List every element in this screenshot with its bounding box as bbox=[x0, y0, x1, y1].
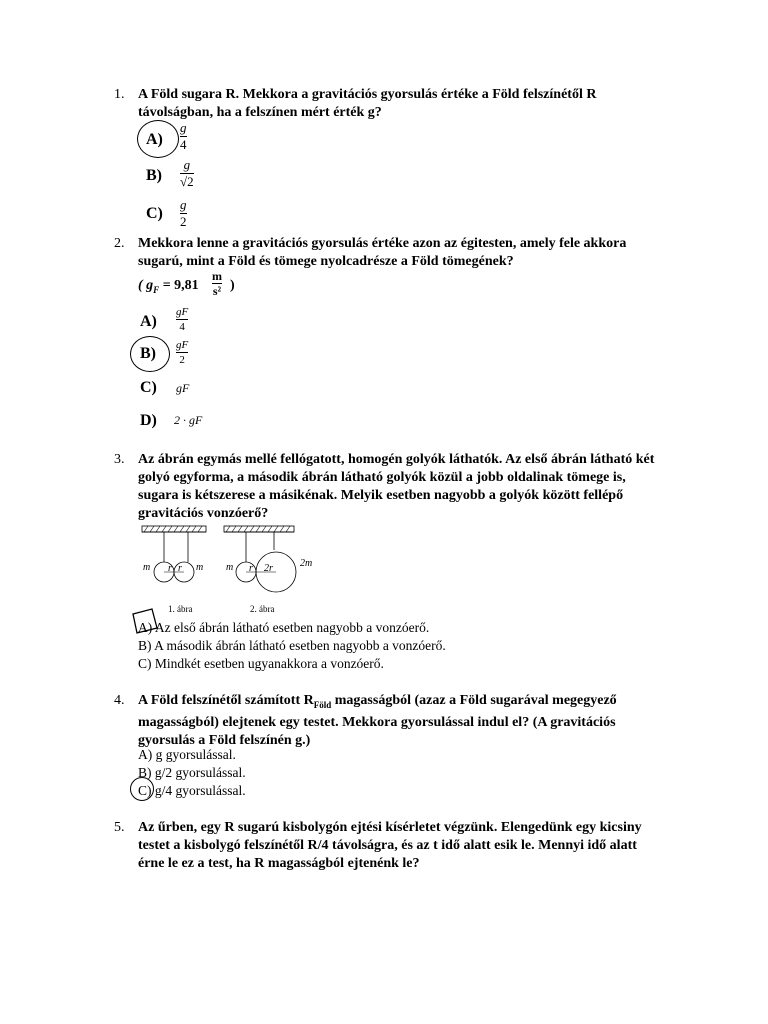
option-value: gF bbox=[176, 381, 190, 395]
question-text: A Föld sugara R. Mekkora a gravitációs gyorsulás értéke a Föld felszínétől R távolságban, ha a felszínen mért érték g? bbox=[138, 87, 597, 120]
numerator: gF bbox=[176, 306, 189, 318]
numerator: g bbox=[180, 197, 187, 212]
mass-label: 2m bbox=[300, 558, 313, 569]
answer-mark-square bbox=[130, 606, 160, 636]
question-1 bbox=[114, 86, 654, 236]
question-4 bbox=[114, 692, 654, 746]
question-number: 4. bbox=[114, 693, 125, 708]
question-number: 3. bbox=[114, 452, 125, 467]
ceiling-hatch bbox=[142, 526, 206, 532]
unit-denominator: s² bbox=[212, 284, 222, 298]
question-number: 5. bbox=[114, 820, 125, 835]
option-label: D) bbox=[140, 412, 157, 429]
unit-numerator: m bbox=[212, 269, 222, 283]
option-fraction bbox=[176, 306, 188, 333]
answer-mark-circle bbox=[130, 777, 154, 801]
denominator: 4 bbox=[179, 321, 185, 333]
option-label: C) bbox=[140, 379, 157, 396]
numerator: g bbox=[180, 120, 187, 135]
figure-2 bbox=[224, 526, 312, 614]
question-5 bbox=[114, 819, 654, 873]
option-a: A) g gyorsulással. bbox=[138, 747, 236, 762]
option-b: B) A második ábrán látható esetben nagyobb a vonzóerő. bbox=[138, 638, 446, 653]
figure-caption: 2. ábra bbox=[250, 604, 275, 614]
mass-label: m bbox=[143, 562, 151, 573]
question-text: Mekkora lenne a gravitációs gyorsulás értéke azon az égitesten, amely fele akkora sugarú, mint a Föld és tömege nyolcadrésze a Föld tömegének? bbox=[138, 236, 627, 269]
option-fraction bbox=[180, 198, 187, 229]
text-part: A Föld felszínétől számított R bbox=[138, 693, 314, 708]
radius-label: 2r bbox=[264, 563, 273, 574]
question-number: 2. bbox=[114, 236, 125, 251]
text-part: magasságból (azaz a Föld sugarával megegyező magasságból) elejtenek egy testet. Mekkora gyorsulással indul el? (A gravitációs gyorsulás a Föld felszínén g.) bbox=[138, 693, 617, 748]
radius-label: r bbox=[168, 563, 172, 574]
option-fraction bbox=[180, 158, 194, 189]
option-b: B) g/2 gyorsulással. bbox=[138, 765, 246, 780]
denominator: 2 bbox=[179, 354, 185, 366]
figure-1 bbox=[142, 526, 206, 614]
option-label: C) bbox=[146, 205, 163, 222]
option-c: C) Mindkét esetben ugyanakkora a vonzóerő. bbox=[138, 656, 384, 671]
figure-caption: 1. ábra bbox=[168, 604, 193, 614]
option-value: 2 · gF bbox=[174, 413, 203, 427]
numerator: gF bbox=[176, 339, 189, 351]
text-subscript: Föld bbox=[313, 699, 332, 710]
option-fraction bbox=[176, 339, 188, 366]
denominator: 4 bbox=[180, 137, 187, 152]
given-close-paren: ) bbox=[230, 278, 235, 293]
answer-mark-circle bbox=[137, 120, 179, 158]
given-unit bbox=[212, 270, 222, 297]
option-c: C) g/4 gyorsulással. bbox=[138, 783, 246, 798]
radius-label: r bbox=[178, 563, 182, 574]
radius-label: r bbox=[249, 563, 253, 574]
option-fraction bbox=[180, 121, 187, 152]
option-a: A) Az első ábrán látható esetben nagyobb a vonzóerő. bbox=[138, 620, 430, 635]
given-subscript: F bbox=[153, 284, 160, 295]
numerator: g bbox=[183, 157, 191, 172]
answer-mark-circle bbox=[130, 336, 170, 372]
question-3 bbox=[114, 451, 654, 523]
option-label: A) bbox=[140, 313, 157, 330]
mass-label: m bbox=[196, 562, 204, 573]
given-number: = 9,81 bbox=[162, 278, 199, 293]
mass-label: m bbox=[226, 562, 234, 573]
option-label: B) bbox=[140, 345, 156, 362]
denominator: √2 bbox=[180, 174, 194, 189]
q4-options bbox=[138, 746, 438, 800]
q3-options bbox=[138, 619, 538, 673]
question-text: Az ábrán egymás mellé fellógatott, homogén golyók láthatók. Az első ábrán látható két golyó egyforma, a második ábrán látható golyók közül a jobb oldalinak tömege is, sugara is kétszerese a másikénak. Melyik esetben nagyobb a golyók között fellépő gravitációs vonzóerő? bbox=[138, 452, 655, 521]
question-number: 1. bbox=[114, 87, 125, 102]
question-text bbox=[138, 692, 658, 750]
option-label: A) bbox=[146, 131, 163, 148]
pendulum-figures bbox=[138, 524, 338, 614]
given-symbol: ( g bbox=[138, 278, 154, 293]
option-label: B) bbox=[146, 167, 162, 184]
question-text: Az űrben, egy R sugarú kisbolygón ejtési kísérletet végzünk. Elengedünk egy kicsiny testet a kisbolygó felszínétől R/4 távolságra, és az t idő alatt esik le. Mennyi idő alatt érne le ez a test, ha R magasságból ejtenénk le? bbox=[138, 820, 642, 871]
denominator: 2 bbox=[180, 214, 187, 229]
